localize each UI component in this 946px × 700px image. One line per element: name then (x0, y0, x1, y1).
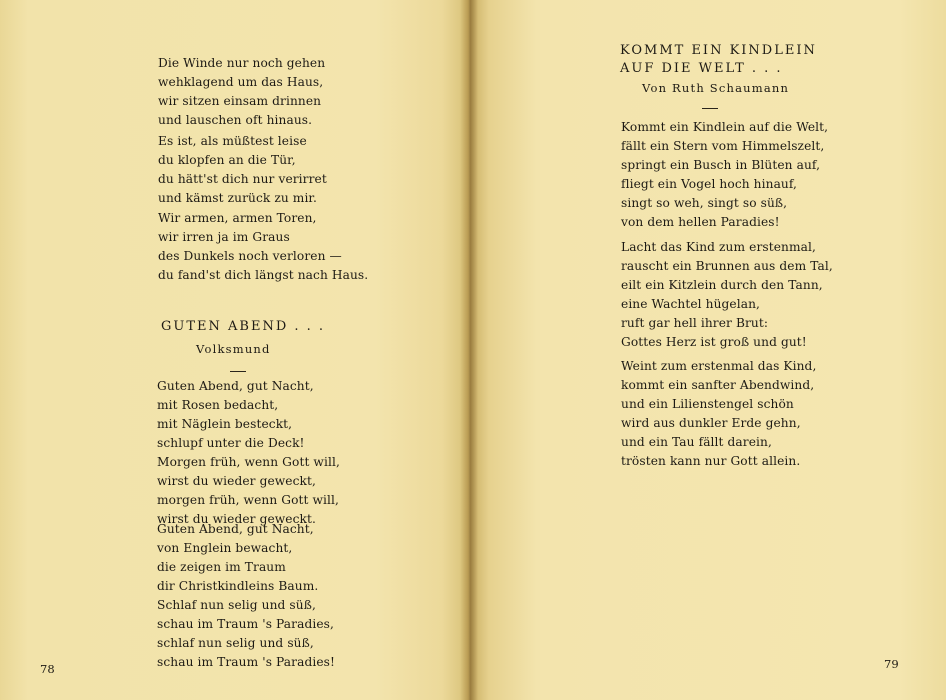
verse-line: dir Christkindleins Baum. (157, 579, 319, 593)
verse-line: schlaf nun selig und süß, (157, 636, 314, 650)
verse-line: von Englein bewacht, (157, 541, 293, 555)
verse-line: Weint zum erstenmal das Kind, (621, 359, 817, 373)
verse-line: mit Rosen bedacht, (157, 398, 279, 412)
stanza (158, 132, 327, 208)
stanza (621, 238, 833, 352)
verse-line: des Dunkels noch verloren — (158, 249, 342, 263)
verse-line: kommt ein sanfter Abendwind, (621, 378, 815, 392)
verse-line: wir irren ja im Graus (158, 230, 290, 244)
stanza (621, 118, 828, 232)
verse-line: eilt ein Kitzlein durch den Tann, (621, 278, 823, 292)
verse-line: Gottes Herz ist groß und gut! (621, 335, 807, 349)
poem-author: Volksmund (196, 342, 271, 356)
book-gutter (460, 0, 478, 700)
verse-line: ruft gar hell ihrer Brut: (621, 316, 769, 330)
verse-line: mit Näglein besteckt, (157, 417, 293, 431)
poem-title: GUTEN ABEND . . . (161, 319, 326, 334)
verse-line: wirst du wieder geweckt, (157, 474, 317, 488)
verse-line: und kämst zurück zu mir. (158, 191, 317, 205)
verse-line: Schlaf nun selig und süß, (157, 598, 316, 612)
verse-line: wirst du wieder geweckt. (157, 512, 317, 526)
verse-line: rauscht ein Brunnen aus dem Tal, (621, 259, 833, 273)
page-number: 78 (40, 662, 55, 676)
right-page (470, 0, 946, 700)
verse-line: Guten Abend, gut Nacht, (157, 379, 314, 393)
verse-line: von dem hellen Paradies! (621, 215, 780, 229)
verse-line: eine Wachtel hügelan, (621, 297, 761, 311)
verse-line: Guten Abend, gut Nacht, (157, 522, 314, 536)
verse-line: Die Winde nur noch gehen (158, 56, 326, 70)
verse-line: wir sitzen einsam drinnen (158, 94, 322, 108)
verse-line: wehklagend um das Haus, (158, 75, 324, 89)
verse-line: Lacht das Kind zum erstenmal, (621, 240, 816, 254)
verse-line: Kommt ein Kindlein auf die Welt, (621, 120, 829, 134)
verse-line: du fand'st dich längst nach Haus. (158, 268, 369, 282)
stanza (157, 520, 335, 672)
verse-line: singt so weh, singt so süß, (621, 196, 788, 210)
poem-author: Von Ruth Schaumann (642, 81, 790, 95)
poem-title-line-1: KOMMT EIN KINDLEIN (620, 43, 817, 58)
verse-line: Wir armen, armen Toren, (158, 211, 317, 225)
verse-line: Es ist, als müßtest leise (158, 134, 307, 148)
verse-line: morgen früh, wenn Gott will, (157, 493, 340, 507)
verse-line: und lauschen oft hinaus. (158, 113, 313, 127)
page-number: 79 (884, 657, 899, 671)
stanza (158, 54, 325, 130)
verse-line: springt ein Busch in Blüten auf, (621, 158, 821, 172)
verse-line: schlupf unter die Deck! (157, 436, 305, 450)
verse-line: du hätt'st dich nur verirret (158, 172, 327, 186)
verse-line: fliegt ein Vogel hoch hinauf, (621, 177, 798, 191)
verse-line: Morgen früh, wenn Gott will, (157, 455, 340, 469)
verse-line: und ein Lilienstengel schön (621, 397, 794, 411)
title-divider (702, 108, 718, 109)
verse-line: schau im Traum 's Paradies, (157, 617, 334, 631)
poem-title-line-2: AUF DIE WELT . . . (620, 61, 783, 76)
verse-line: schau im Traum 's Paradies! (157, 655, 336, 669)
verse-line: wird aus dunkler Erde gehn, (621, 416, 801, 430)
verse-line: fällt ein Stern vom Himmelszelt, (621, 139, 825, 153)
stanza (158, 209, 368, 285)
verse-line: du klopfen an die Tür, (158, 153, 296, 167)
title-divider (230, 371, 246, 372)
verse-line: die zeigen im Traum (157, 560, 286, 574)
verse-line: trösten kann nur Gott allein. (621, 454, 801, 468)
verse-line: und ein Tau fällt darein, (621, 435, 772, 449)
stanza (621, 357, 816, 471)
stanza (157, 377, 340, 529)
left-page (0, 0, 470, 700)
